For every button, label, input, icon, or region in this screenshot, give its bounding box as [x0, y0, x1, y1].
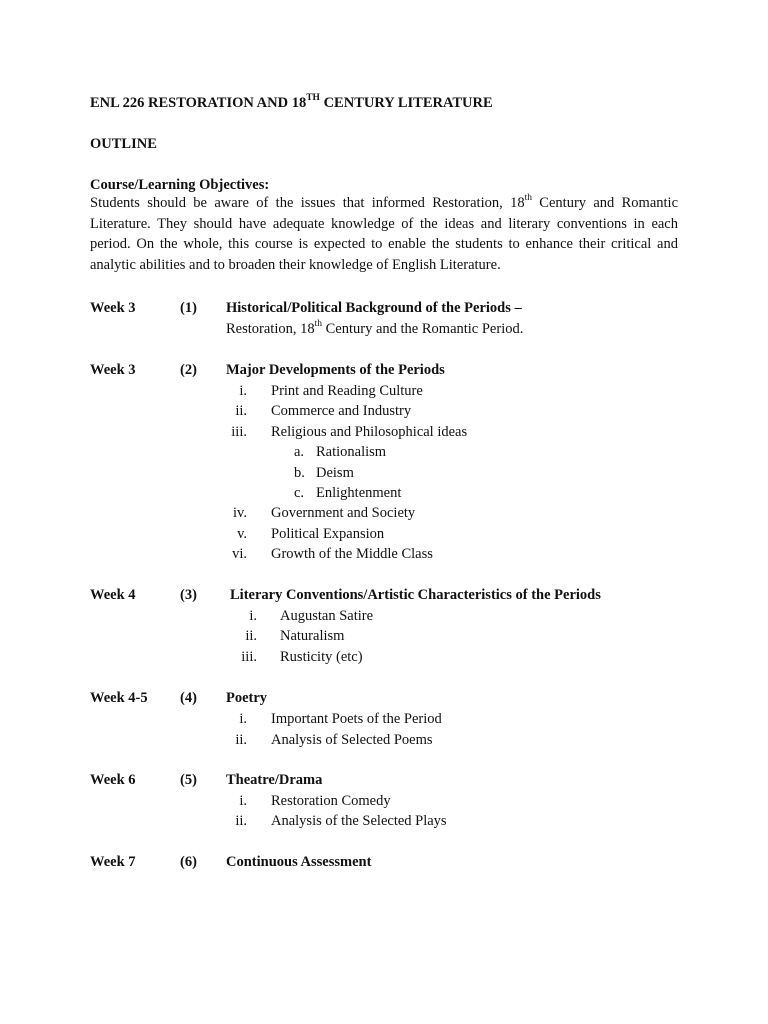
objectives-text-end: Century and Romantic Literature. They should have adequate knowledge of the ideas and literary conventions in each period. On the whole, this course is expected to enable the students to enhance their critical and analytic abilities and to broaden their knowledge of English Literature.	[90, 195, 679, 273]
item-number: iii.	[231, 424, 247, 440]
week-label: Week 3	[90, 300, 136, 316]
section-number: (3)	[180, 587, 197, 603]
item-number: ii.	[235, 732, 247, 748]
subitem-letter: a.	[294, 444, 305, 460]
item-text: Analysis of Selected Poems	[271, 732, 433, 748]
item-number: ii.	[245, 628, 257, 644]
item-text: Augustan Satire	[280, 608, 374, 624]
section-number: (2)	[180, 362, 197, 378]
item-text: Religious and Philosophical ideas	[271, 424, 468, 440]
objectives-heading: Course/Learning Objectives:	[90, 177, 270, 193]
item-number: i.	[239, 383, 247, 399]
item-number: i.	[239, 793, 247, 809]
objectives-superscript: th	[524, 193, 532, 204]
item-number: iii.	[241, 649, 257, 665]
section-subtitle	[226, 321, 523, 338]
section-title: Poetry	[226, 690, 268, 706]
item-number: i.	[249, 608, 257, 624]
subtitle-superscript: th	[314, 319, 322, 330]
item-text: Rusticity (etc)	[280, 649, 363, 665]
item-number: ii.	[235, 403, 247, 419]
subitem-text: Rationalism	[316, 444, 387, 460]
item-number: i.	[239, 711, 247, 727]
section-title: Theatre/Drama	[226, 772, 323, 788]
item-number: vi.	[232, 546, 247, 562]
subitem-letter: b.	[294, 465, 305, 481]
subitem-text: Enlightenment	[316, 485, 402, 501]
objectives-text: Students should be aware of the issues that informed Restoration, 18	[90, 195, 525, 211]
week-label: Week 7	[90, 854, 136, 870]
week-label: Week 3	[90, 362, 136, 378]
item-text: Government and Society	[271, 505, 416, 521]
section-title: Literary Conventions/Artistic Characteristics of the Periods	[230, 587, 601, 603]
subitem-text: Deism	[316, 465, 354, 481]
section-title: Historical/Political Background of the Periods –	[226, 300, 522, 316]
document-title	[90, 95, 493, 112]
subtitle-text-end: Century and the Romantic Period.	[322, 321, 524, 337]
objectives-paragraph	[90, 193, 678, 275]
section-number: (1)	[180, 300, 197, 316]
item-text: Analysis of the Selected Plays	[271, 813, 447, 829]
title-text: ENL 226 RESTORATION AND 18	[90, 95, 307, 111]
section-number: (5)	[180, 772, 197, 788]
subtitle-text: Restoration, 18	[226, 321, 315, 337]
section-title: Continuous Assessment	[226, 854, 372, 870]
item-text: Naturalism	[280, 628, 345, 644]
item-text: Important Poets of the Period	[271, 711, 442, 727]
week-label: Week 4	[90, 587, 136, 603]
item-text: Political Expansion	[271, 526, 385, 542]
item-number: iv.	[233, 505, 247, 521]
section-number: (4)	[180, 690, 197, 706]
item-text: Print and Reading Culture	[271, 383, 423, 399]
item-text: Commerce and Industry	[271, 403, 412, 419]
item-number: ii.	[235, 813, 247, 829]
item-text: Growth of the Middle Class	[271, 546, 433, 562]
outline-heading: OUTLINE	[90, 136, 157, 152]
title-text-end: CENTURY LITERATURE	[319, 95, 493, 111]
week-label: Week 6	[90, 772, 136, 788]
item-text: Restoration Comedy	[271, 793, 391, 809]
week-label: Week 4-5	[90, 690, 148, 706]
title-superscript: TH	[306, 93, 320, 104]
item-number: v.	[237, 526, 247, 542]
section-title: Major Developments of the Periods	[226, 362, 445, 378]
section-number: (6)	[180, 854, 197, 870]
subitem-letter: c.	[294, 485, 305, 501]
